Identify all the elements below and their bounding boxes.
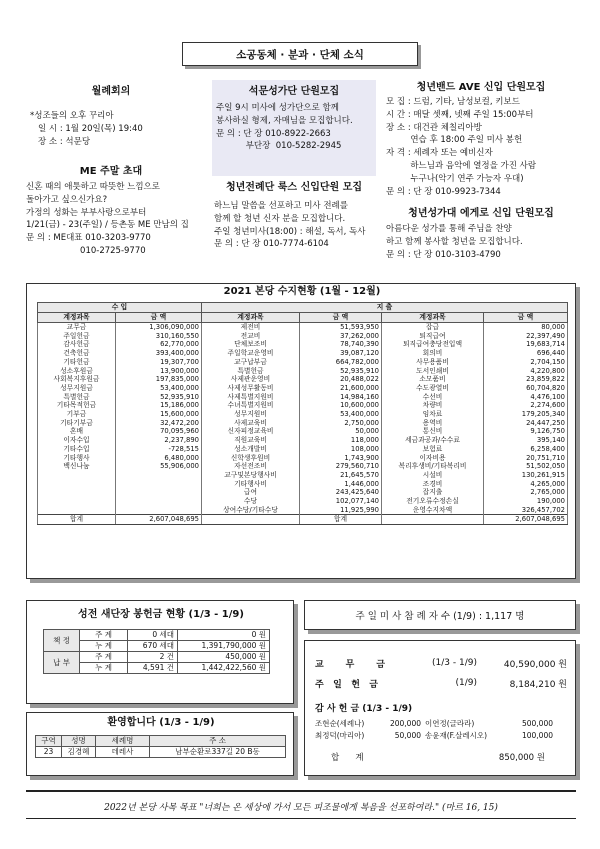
footer-text: 2022년 본당 사목 목표 "너희는 온 세상에 가서 모든 피조물에게 복음을 선포하여라." (마르 16, 15) — [104, 803, 498, 813]
me-line: 신혼 때의 애틋하고 따뜻한 느낌으로 — [26, 182, 160, 192]
account-cell: 사제성무활동비 — [202, 384, 300, 393]
amount-cell: 19,683,714 — [484, 340, 568, 349]
monthly-meeting — [30, 82, 192, 157]
ychoir-line: 아름다운 성가를 통해 주님을 찬양 — [386, 224, 512, 234]
cell: 670 세대 — [128, 641, 178, 652]
cell: 1,391,790,000 원 — [178, 641, 270, 652]
account-cell: 제전비 — [202, 323, 300, 332]
amount-cell: 24,447,250 — [484, 419, 568, 428]
table-row — [44, 630, 270, 641]
col-account: 계정과목 — [38, 313, 116, 323]
cell: 누 계 — [80, 663, 128, 674]
band-line: 자 격 : 세례자 또는 예비신자 — [386, 148, 493, 159]
amount-cell: 2,274,600 — [484, 401, 568, 410]
cell: 남부순환로337길 20 B동 — [150, 747, 286, 758]
account-cell: 특별헌금 — [38, 393, 116, 402]
account-cell: 혼배 — [38, 427, 116, 436]
band-line: 장 소 : 대건관 체칠리아방 — [386, 122, 482, 133]
finance-table — [37, 302, 568, 525]
amount-cell: 20,488,022 — [300, 375, 382, 384]
choir-recruit — [212, 80, 376, 176]
me-line: 010-2725-9770 — [26, 245, 146, 256]
amount-cell: 696,440 — [484, 349, 568, 358]
account-cell: 교무금 — [38, 323, 116, 332]
amount-cell: 11,925,990 — [300, 506, 382, 515]
me-line: 돌아가고 싶으신가요? — [26, 194, 108, 205]
amount-cell: 310,160,550 — [116, 332, 202, 341]
amount-cell: 243,425,640 — [300, 488, 382, 497]
header-cell: 성명 — [62, 736, 96, 747]
account-cell: 사제교육비 — [202, 419, 300, 428]
account-cell: 교구및본당행사비 — [202, 471, 300, 480]
amount-cell: 2,750,000 — [300, 419, 382, 428]
youth-legion — [206, 182, 382, 272]
amount-cell: 190,000 — [484, 497, 568, 506]
amount-cell: 52,935,910 — [300, 367, 382, 376]
table-row — [38, 358, 568, 367]
table-row — [36, 747, 286, 758]
offering-period: (1/9) — [455, 678, 477, 688]
amount-cell: 78,740,390 — [300, 340, 382, 349]
cell: 0 세대 — [128, 630, 178, 641]
offering-total-row — [331, 751, 545, 763]
table-row — [38, 480, 568, 489]
account-cell: 잡지출 — [382, 488, 484, 497]
header-cell: 세례명 — [96, 736, 150, 747]
col-amount: 금 액 — [300, 313, 382, 323]
table-row — [38, 445, 568, 454]
account-cell: 백신나눔 — [38, 462, 116, 471]
account-cell — [38, 480, 116, 489]
attendance-text: 주 일 미 사 참 례 자 수 (1/9) : 1,117 명 — [355, 611, 525, 622]
amount-cell: 32,472,200 — [116, 419, 202, 428]
finance-title: 2021 본당 수지현황 (1월 - 12월) — [223, 286, 381, 297]
amount-cell: 118,000 — [300, 436, 382, 445]
finance-group-header — [38, 303, 568, 313]
legion-title: 청년전례단 룩스 신입단원 모집 — [225, 182, 363, 193]
table-row — [38, 384, 568, 393]
account-cell: 직원교육비 — [202, 436, 300, 445]
account-cell: 성무지원금 — [38, 384, 116, 393]
amount-cell: 4,476,100 — [484, 393, 568, 402]
legion-line: 주일 청년미사(18:00) : 해설, 독서, 독사 — [214, 226, 366, 237]
me-line: 가정의 성화는 부부사랑으로부터 — [26, 207, 147, 218]
amount-cell: 60,704,820 — [484, 384, 568, 393]
amount-cell: 2,237,890 — [116, 436, 202, 445]
table-row — [38, 410, 568, 419]
amount-cell: 23,859,822 — [484, 375, 568, 384]
cell: 2 건 — [128, 652, 178, 663]
account-cell: 전기오류수정손실 — [382, 497, 484, 506]
table-row — [38, 349, 568, 358]
amount: 50,000 — [394, 730, 421, 740]
table-row — [38, 427, 568, 436]
choir-line: 봉사하실 형제, 자매님을 모집합니다. — [216, 115, 353, 126]
total-row — [38, 515, 568, 525]
donor: 송윤재(F.살레시오) — [425, 730, 488, 740]
cell: 김경혜 — [62, 747, 96, 758]
cell: 주 계 — [80, 652, 128, 663]
amount-cell: 51,593,950 — [300, 323, 382, 332]
col-account: 계정과목 — [382, 313, 484, 323]
amount-cell: 102,077,140 — [300, 497, 382, 506]
attendance-panel — [304, 600, 576, 630]
ychoir-title: 청년성가대 에게로 신입 단원모집 — [408, 208, 554, 219]
amount-cell: 4,265,000 — [484, 480, 568, 489]
account-cell: 사무용품비 — [382, 358, 484, 367]
account-cell: 사제관운영비 — [202, 375, 300, 384]
table-row — [38, 340, 568, 349]
welcome-panel — [26, 712, 294, 776]
account-cell: 사제특별지원비 — [202, 393, 300, 402]
welcome-table — [35, 735, 286, 758]
account-cell: 기타기부금 — [38, 419, 116, 428]
account-cell: 신학생후원비 — [202, 454, 300, 463]
amount-cell: 279,560,710 — [300, 462, 382, 471]
account-cell: 감사헌금 — [38, 340, 116, 349]
welcome-title: 환영합니다 (1/3 - 1/9) — [107, 717, 215, 728]
amount-cell: 51,502,050 — [484, 462, 568, 471]
me-title: ME 주말 초대 — [79, 166, 143, 177]
cell: 450,000 원 — [178, 652, 270, 663]
amount-cell: 130,261,915 — [484, 471, 568, 480]
legion-line: 함께 할 청년 신자 분을 모집합니다. — [214, 213, 346, 224]
table-row — [38, 454, 568, 463]
table-row — [38, 375, 568, 384]
band-line: 모 집 : 드럼, 기타, 남성보컬, 키보드 — [386, 97, 520, 107]
offering-value: 40,590,000 원 — [503, 659, 567, 670]
amount-cell: 19,307,700 — [116, 358, 202, 367]
amount-cell: 53,400,000 — [116, 384, 202, 393]
amount-cell: 9,126,750 — [484, 427, 568, 436]
account-cell: 수녀특별지원비 — [202, 401, 300, 410]
account-cell: 이자비용 — [382, 454, 484, 463]
account-cell: 복리후생비/기타복리비 — [382, 462, 484, 471]
account-cell: 잡급 — [382, 323, 484, 332]
table-row — [38, 393, 568, 402]
donor: 조현순(세례나) — [315, 718, 365, 728]
header-cell: 구역 — [36, 736, 62, 747]
account-cell: 기타행사비 — [202, 480, 300, 489]
offering-row — [315, 673, 571, 693]
income-header: 수 입 — [38, 303, 202, 313]
finance-column-header — [38, 313, 568, 323]
me-line: 1/21(금) - 23(주일) / 등촌동 ME 만남의 집 — [26, 220, 189, 231]
amount-cell: 37,262,000 — [300, 332, 382, 341]
account-cell — [38, 488, 116, 497]
amount-cell: 15,186,000 — [116, 401, 202, 410]
account-cell: 보험료 — [382, 445, 484, 454]
amount-cell: 39,087,120 — [300, 349, 382, 358]
table-row — [38, 419, 568, 428]
cell: 주 계 — [80, 630, 128, 641]
account-cell: 조경비 — [382, 480, 484, 489]
amount-cell: 326,457,702 — [484, 506, 568, 515]
cell: 데레사 — [96, 747, 150, 758]
footer-rule — [26, 790, 576, 792]
amount-cell: 395,140 — [484, 436, 568, 445]
donations-panel — [26, 600, 294, 704]
band-line: 누구나(악기 연주 가능자 우대) — [386, 173, 524, 184]
account-cell: 차량비 — [382, 401, 484, 410]
amount-cell: 2,704,150 — [484, 358, 568, 367]
amount-cell: 1,446,000 — [300, 480, 382, 489]
col-amount: 금 액 — [484, 313, 568, 323]
amount-cell: 4,220,800 — [484, 367, 568, 376]
account-cell: 교구납부금 — [202, 358, 300, 367]
me-weekend — [26, 166, 196, 266]
account-cell: 시설비 — [382, 471, 484, 480]
amount-cell: 14,984,160 — [300, 393, 382, 402]
band-line: 시 간 : 매달 셋째, 넷째 주일 15:00부터 — [386, 109, 534, 120]
blank-cell — [382, 515, 484, 525]
choir-line: 주일 9시 미사에 성가단으로 함께 — [216, 103, 339, 113]
account-cell: 소모품비 — [382, 375, 484, 384]
amount-cell — [116, 506, 202, 515]
group-label: 책 정 — [44, 630, 80, 652]
amount-cell: 2,765,000 — [484, 488, 568, 497]
account-cell: 주일헌금 — [38, 332, 116, 341]
amount-cell — [116, 497, 202, 506]
band-line: 문 의 : 단 장 010-9923-7344 — [386, 186, 501, 197]
band-line: 연습 후 18:00 주일 미사 봉헌 — [386, 135, 523, 146]
choir-line: 부단장 010-5282-2945 — [216, 141, 342, 152]
section-header — [182, 42, 418, 66]
amount-cell: 52,935,910 — [116, 393, 202, 402]
account-cell: 성무지원비 — [202, 410, 300, 419]
account-cell: 단체보조비 — [202, 340, 300, 349]
amount-cell: 179,205,340 — [484, 410, 568, 419]
amount-cell: -728,515 — [116, 445, 202, 454]
expense-total: 2,607,048,695 — [484, 515, 568, 525]
table-row — [38, 488, 568, 497]
table-row — [38, 323, 568, 332]
account-cell: 용역비 — [382, 419, 484, 428]
choir-line: 문 의 : 단 장 010-8922-2663 — [216, 128, 331, 139]
account-cell: 기타행사 — [38, 454, 116, 463]
youth-band — [386, 82, 576, 202]
offering-label: 주 일 헌 금 — [315, 679, 378, 690]
account-cell: 통신비 — [382, 427, 484, 436]
amount-cell: 13,900,000 — [116, 367, 202, 376]
monthly-group: *성조들의 오후 꾸리아 — [30, 111, 114, 121]
donor: 이연정(글라라) — [425, 718, 475, 728]
account-cell: 임차료 — [382, 410, 484, 419]
account-cell: 기부금 — [38, 410, 116, 419]
col-account: 계정과목 — [202, 313, 300, 323]
account-cell — [38, 471, 116, 480]
amount: 200,000 — [389, 718, 421, 728]
amount-cell: 664,782,000 — [300, 358, 382, 367]
header-cell: 주 소 — [150, 736, 286, 747]
table-row — [38, 471, 568, 480]
cell: 0 원 — [178, 630, 270, 641]
account-cell: 수당 — [202, 497, 300, 506]
account-cell: 사회복지후원금 — [38, 375, 116, 384]
account-cell: 기타수입 — [38, 445, 116, 454]
account-cell — [38, 497, 116, 506]
amount-cell: 22,397,490 — [484, 332, 568, 341]
total-value: 850,000 원 — [498, 753, 545, 763]
table-row — [38, 332, 568, 341]
amount-cell: 6,258,400 — [484, 445, 568, 454]
amount-cell: 1,306,090,000 — [116, 323, 202, 332]
amount-cell: 50,000 — [300, 427, 382, 436]
amount-cell: 1,743,900 — [300, 454, 382, 463]
account-cell: 회의비 — [382, 349, 484, 358]
account-cell: 수도광열비 — [382, 384, 484, 393]
offering-label: 교 무 금 — [315, 659, 385, 670]
amount: 100,000 — [521, 730, 553, 740]
total-label: 합 계 — [331, 753, 364, 763]
band-line: 하느님과 음악에 열정을 가진 사람 — [386, 160, 537, 171]
cell: 4,591 건 — [128, 663, 178, 674]
amount-cell — [116, 480, 202, 489]
account-cell: 운영수지차액 — [382, 506, 484, 515]
account-cell: 수선비 — [382, 393, 484, 402]
amount-cell: 197,835,000 — [116, 375, 202, 384]
table-row — [38, 436, 568, 445]
table-row — [38, 497, 568, 506]
account-cell: 건축헌금 — [38, 349, 116, 358]
amount-cell: 6,480,000 — [116, 454, 202, 463]
account-cell: 성소개발비 — [202, 445, 300, 454]
cell: 23 — [36, 747, 62, 758]
offering-row — [315, 653, 571, 673]
account-cell: 기타헌금 — [38, 358, 116, 367]
amount-cell: 21,645,570 — [300, 471, 382, 480]
account-cell: 성소후원금 — [38, 367, 116, 376]
account-cell: 전교비 — [202, 332, 300, 341]
table-row — [38, 462, 568, 471]
band-title: 청년밴드 AVE 신입 단원모집 — [416, 82, 546, 93]
account-cell: 도서인쇄비 — [382, 367, 484, 376]
donor: 최정덕(마리아) — [315, 730, 365, 740]
youth-choir — [386, 208, 576, 268]
amount-cell: 15,600,000 — [116, 410, 202, 419]
donations-title: 성전 새단장 봉헌금 현황 (1/3 - 1/9) — [78, 609, 244, 620]
monthly-title: 월례회의 — [91, 86, 131, 97]
account-cell: 상여수당/기타수당 — [202, 506, 300, 515]
offering-period: (1/3 - 1/9) — [432, 658, 477, 668]
account-cell: 급여 — [202, 488, 300, 497]
income-total: 2,607,048,695 — [116, 515, 202, 525]
cell: 1,442,422,560 원 — [178, 663, 270, 674]
legion-line: 하느님 말씀을 선포하고 미사 전례를 — [214, 201, 348, 211]
donations-table — [43, 629, 270, 674]
account-cell: 기타목적헌금 — [38, 401, 116, 410]
thanks-row — [315, 729, 565, 741]
amount-cell: 21,600,000 — [300, 384, 382, 393]
group-label: 납 부 — [44, 652, 80, 674]
expense-header: 지 출 — [202, 303, 568, 313]
ychoir-line: 문 의 : 단 장 010-3103-4790 — [386, 249, 501, 260]
amount-cell: 10,600,000 — [300, 401, 382, 410]
account-cell: 이자수입 — [38, 436, 116, 445]
choir-title: 석문성가단 단원모집 — [248, 86, 340, 97]
amount-cell: 108,000 — [300, 445, 382, 454]
amount-cell: 55,906,000 — [116, 462, 202, 471]
amount-cell: 70,095,960 — [116, 427, 202, 436]
col-amount: 금 액 — [116, 313, 202, 323]
total-label: 합계 — [300, 515, 382, 525]
amount-cell — [116, 471, 202, 480]
finance-panel — [26, 283, 576, 579]
amount-cell — [116, 488, 202, 497]
monthly-date: 일 시 : 1월 20일(목) 19:40 — [38, 124, 143, 134]
offering-value: 8,184,210 원 — [509, 679, 567, 690]
account-cell: 신자피정교육비 — [202, 427, 300, 436]
account-cell: 퇴직급여충당전입액 — [382, 340, 484, 349]
table-row — [38, 401, 568, 410]
amount-cell: 393,400,000 — [116, 349, 202, 358]
table-header-row — [36, 736, 286, 747]
table-row — [44, 652, 270, 663]
amount-cell: 20,751,710 — [484, 454, 568, 463]
cell: 누 계 — [80, 641, 128, 652]
account-cell: 세금과공과/수수료 — [382, 436, 484, 445]
total-label: 합계 — [38, 515, 116, 525]
account-cell: 특별헌금 — [202, 367, 300, 376]
account-cell — [38, 506, 116, 515]
monthly-place: 장 소 : 석문당 — [38, 137, 91, 147]
table-row — [38, 367, 568, 376]
offerings-panel — [304, 640, 576, 776]
footer-rule — [26, 818, 576, 819]
account-cell: 주일학교운영비 — [202, 349, 300, 358]
me-line: 문 의 : ME대표 010-3203-9770 — [26, 233, 151, 244]
account-cell: 퇴직급여 — [382, 332, 484, 341]
amount-cell: 62,770,000 — [116, 340, 202, 349]
thanks-row — [315, 717, 565, 729]
section-title: 소공동체 · 분과 · 단체 소식 — [236, 48, 364, 61]
amount: 500,000 — [521, 718, 553, 728]
blank-cell — [202, 515, 300, 525]
account-cell: 자선전조비 — [202, 462, 300, 471]
amount-cell: 53,400,000 — [300, 410, 382, 419]
ychoir-line: 하고 함께 봉사할 청년을 모집합니다. — [386, 236, 523, 247]
thanks-title: 감 사 헌 금 (1/3 - 1/9) — [315, 704, 413, 714]
legion-line: 문 의 : 단 장 010-7774-6104 — [214, 239, 329, 250]
table-row — [38, 506, 568, 515]
amount-cell: 80,000 — [484, 323, 568, 332]
